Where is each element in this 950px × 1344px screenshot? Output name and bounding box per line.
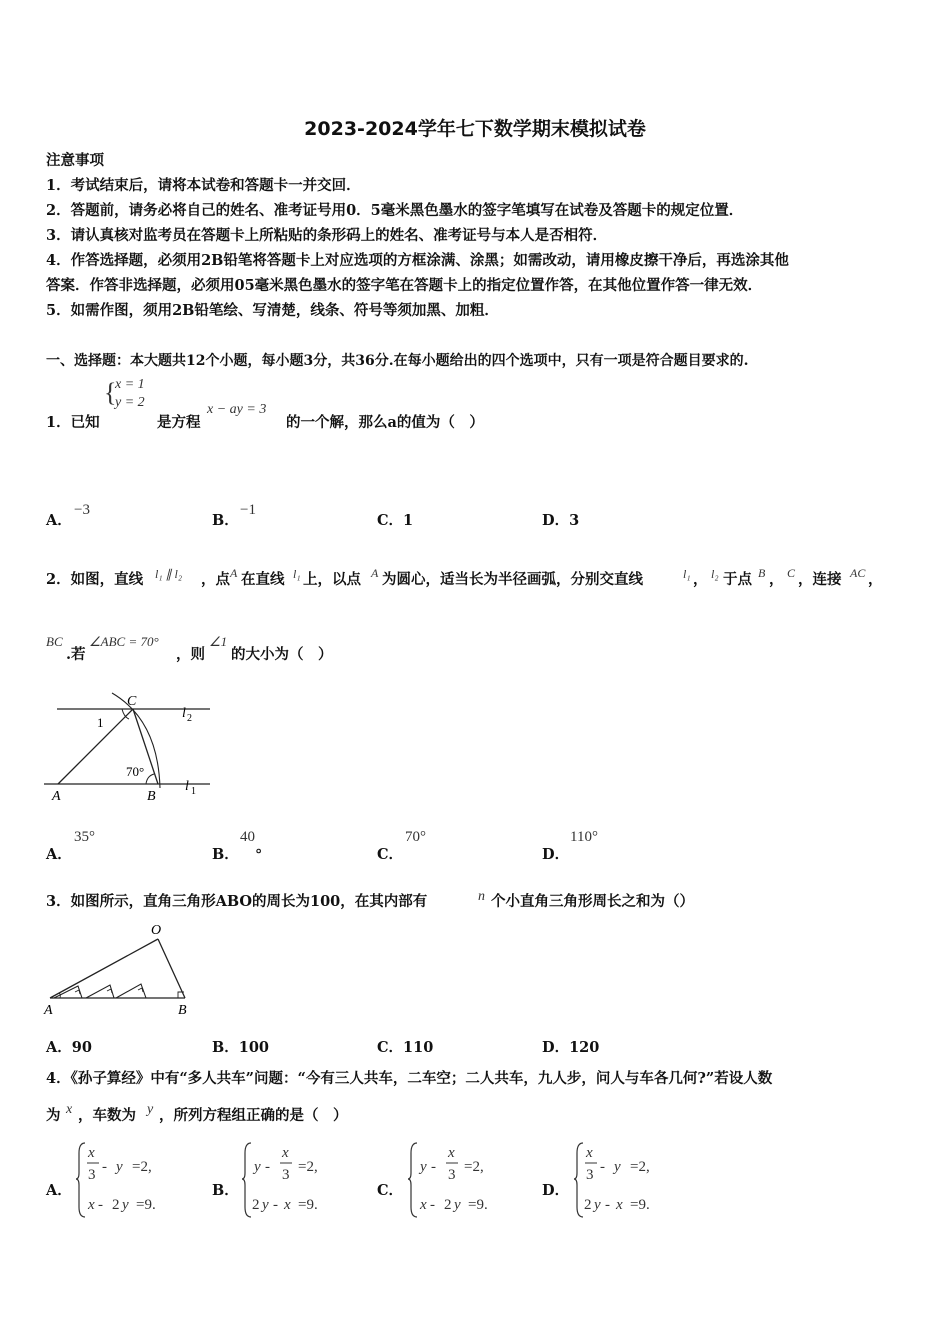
- q3-option-b: B．100: [212, 1039, 270, 1056]
- notice-heading: 注意事项: [46, 152, 104, 169]
- q3-figure: [40, 920, 200, 1020]
- q2-point-c: C: [787, 566, 796, 580]
- svg-text:2: 2: [252, 1197, 260, 1213]
- q2-fig-label-a: A: [52, 789, 61, 804]
- q3-fig-side-ob: [158, 939, 185, 998]
- q2-text-5: 为圆心，适当长为半径画弧，分别交直线: [382, 571, 643, 588]
- q2-segment-ac: AC: [850, 566, 866, 580]
- q4-option-a-system: [76, 1141, 186, 1219]
- q4-option-a: A．: [46, 1182, 72, 1199]
- svg-text:x: x: [616, 1197, 623, 1213]
- q2-option-d-value: 110°: [570, 829, 598, 845]
- q2-option-a: A．: [46, 846, 72, 863]
- svg-text:-: -: [430, 1197, 435, 1213]
- q4-var-x: x: [66, 1102, 73, 1117]
- q3-option-d: D．120: [542, 1039, 600, 1056]
- q2-text-7: 于点: [723, 571, 752, 588]
- q3-n: n: [478, 889, 485, 904]
- notice-item: 4．作答选择题，必须用2B铅笔将答题卡上对应选项的方框涂满、涂黑；如需改动，请用橡皮擦干净后，再选涂其他: [46, 252, 789, 269]
- q2-fig-label-1: 1: [97, 715, 104, 730]
- svg-text:3: 3: [88, 1167, 96, 1183]
- q3-option-c: C．110: [377, 1039, 434, 1056]
- svg-text:3: 3: [282, 1167, 290, 1183]
- q1-option-d: D．3: [542, 512, 580, 529]
- q3-fig-small-triangles: [54, 984, 146, 998]
- q2-option-b-value: 40: [240, 829, 255, 845]
- notice-item: 答案．作答非选择题，必须用05毫米黑色墨水的签字笔在答题卡上的指定位置作答，在其他位置作答一律无效．: [46, 277, 763, 294]
- q2-text-1: 2．如图，直线: [46, 571, 144, 588]
- q1-option-b: B．: [212, 512, 239, 529]
- q2-fig-label-c: C: [127, 694, 137, 709]
- q2-point-a: A: [230, 566, 238, 580]
- q2-option-b-suffix: 。: [256, 839, 271, 856]
- svg-text:3: 3: [586, 1167, 594, 1183]
- q2-text-3: 在直线: [241, 571, 285, 588]
- svg-text:y: y: [122, 1197, 129, 1213]
- q2-option-c-value: 70°: [405, 829, 426, 845]
- q1-sys-line2: y = 2: [115, 395, 145, 410]
- svg-text:=9.: =9.: [468, 1197, 488, 1213]
- q4-option-b-system: [242, 1141, 352, 1219]
- q2-line-l2: l₂: [711, 567, 719, 581]
- q3-text-1: 3．如图所示，直角三角形ABO的周长为100，在其内部有: [46, 893, 428, 910]
- svg-text:=2,: =2,: [132, 1159, 152, 1175]
- q2-point-b: B: [758, 566, 766, 580]
- notice-item: 1．考试结束后，请将本试卷和答题卡一并交回．: [46, 177, 361, 194]
- q2-text-4: 上，以点: [303, 571, 361, 588]
- svg-text:-: -: [605, 1197, 610, 1213]
- q2-text-9: .若: [66, 646, 86, 663]
- q2-comma: ，: [769, 571, 784, 588]
- q2-fig-label-l2-sub: 2: [187, 713, 192, 724]
- svg-text:=9.: =9.: [298, 1197, 318, 1213]
- q3-fig-label-o: O: [151, 923, 162, 938]
- svg-text:=9.: =9.: [630, 1197, 650, 1213]
- q2-text-2: ，点: [201, 571, 230, 588]
- svg-text:x: x: [586, 1145, 593, 1161]
- q2-fig-segment-ac: [58, 709, 133, 784]
- q4-option-d-system: [574, 1141, 684, 1219]
- q1-text-2: 是方程: [157, 414, 201, 431]
- q3-option-a: A．90: [46, 1039, 92, 1056]
- q2-text-8: ，连接: [798, 571, 842, 588]
- q2-comma: ，: [868, 571, 883, 588]
- svg-text:x: x: [448, 1145, 455, 1161]
- svg-text:x: x: [420, 1197, 427, 1213]
- svg-text:-: -: [102, 1159, 107, 1175]
- q3-fig-label-b: B: [178, 1003, 187, 1018]
- svg-text:-: -: [273, 1197, 278, 1213]
- page-title: 2023-2024学年七下数学期末模拟试卷: [304, 118, 646, 140]
- svg-text:3: 3: [448, 1167, 456, 1183]
- q4-option-c: C．: [377, 1182, 404, 1199]
- q4-option-c-system: [408, 1141, 518, 1219]
- svg-text:x: x: [88, 1197, 95, 1213]
- q4-text-1: 为: [46, 1107, 61, 1124]
- q2-text-11: 的大小为（ ）: [231, 646, 333, 663]
- q2-segment-bc: BC: [46, 634, 63, 649]
- svg-text:y: y: [420, 1159, 427, 1175]
- q2-fig-angle70-arc: [146, 774, 154, 784]
- svg-text:x: x: [282, 1145, 289, 1161]
- q2-fig-label-l1-sub: 1: [191, 786, 196, 797]
- svg-text:y: y: [454, 1197, 461, 1213]
- q2-angle-abc: ∠ABC = 70°: [89, 634, 159, 649]
- svg-text:2: 2: [444, 1197, 452, 1213]
- q3-fig-label-a: A: [44, 1003, 53, 1018]
- q4-text-line1: 4．《孙子算经》中有“多人共车”问题：“今有三人共车，二车空；二人共车，九人步，问人与车各几何?”若设人数: [46, 1070, 773, 1087]
- svg-text:=2,: =2,: [630, 1159, 650, 1175]
- svg-text:y: y: [254, 1159, 261, 1175]
- svg-text:=2,: =2,: [464, 1159, 484, 1175]
- q2-fig-label-l1: l: [185, 779, 189, 794]
- q2-option-a-value: 35°: [74, 829, 95, 845]
- svg-text:y: y: [614, 1159, 621, 1175]
- q1-sys-line1: x = 1: [115, 377, 145, 392]
- q3-text-2: 个小直角三角形周长之和为（）: [491, 893, 694, 910]
- q4-text-3: ，所列方程组正确的是（ ）: [159, 1107, 348, 1124]
- q2-fig-label-l2: l: [182, 706, 186, 721]
- svg-text:=2,: =2,: [298, 1159, 318, 1175]
- q2-parallel: l₁ ∥ l₂: [155, 567, 183, 581]
- q1-equation: x − ay = 3: [207, 402, 267, 417]
- q2-figure: [40, 690, 210, 805]
- svg-text:-: -: [431, 1159, 436, 1175]
- notice-item: 5．如需作图，须用2B铅笔绘、写清楚，线条、符号等须加黑、加粗．: [46, 302, 499, 319]
- q4-var-y: y: [147, 1102, 154, 1117]
- svg-text:-: -: [600, 1159, 605, 1175]
- q2-line-l1: l₁: [293, 567, 301, 581]
- q1-text-1: 1．已知: [46, 414, 100, 431]
- svg-text:x: x: [88, 1145, 95, 1161]
- q2-fig-label-b: B: [147, 789, 156, 804]
- section-heading: 一、选择题：本大题共12个小题，每小题3分，共36分.在每小题给出的四个选项中，只有一项是符合题目要求的.: [46, 353, 749, 369]
- q1-option-b-value: −1: [240, 502, 256, 518]
- svg-text:2: 2: [584, 1197, 592, 1213]
- q1-option-c: C．1: [377, 512, 414, 529]
- svg-text:x: x: [284, 1197, 291, 1213]
- q1-text-3: 的一个解，那么a的值为（ ）: [286, 414, 484, 431]
- q1-option-a-value: −3: [74, 502, 90, 518]
- q2-angle-1: ∠1: [209, 634, 228, 649]
- svg-text:-: -: [98, 1197, 103, 1213]
- svg-text:=9.: =9.: [136, 1197, 156, 1213]
- q2-option-d: D．: [542, 846, 570, 863]
- svg-text:y: y: [594, 1197, 601, 1213]
- q4-text-2: ，车数为: [78, 1107, 136, 1124]
- q2-text-10: ，则: [176, 646, 205, 663]
- svg-text:y: y: [262, 1197, 269, 1213]
- q1-option-a: A．: [46, 512, 72, 529]
- q2-option-c: C．: [377, 846, 404, 863]
- q3-fig-side-ao: [50, 939, 158, 998]
- notice-item: 3．请认真核对监考员在答题卡上所粘贴的条形码上的姓名、准考证号与本人是否相符．: [46, 227, 608, 244]
- svg-text:-: -: [265, 1159, 270, 1175]
- q4-option-d: D．: [542, 1182, 570, 1199]
- notice-item: 2．答题前，请务必将自己的姓名、准考证号用0．5毫米黑色墨水的签字笔填写在试卷及答题卡的规定位置．: [46, 202, 744, 219]
- q2-text-6: ，: [693, 571, 708, 588]
- q2-point-a: A: [371, 566, 379, 580]
- q4-option-b: B．: [212, 1182, 239, 1199]
- svg-text:y: y: [116, 1159, 123, 1175]
- q2-option-b: B．: [212, 846, 239, 863]
- q2-line-l1: l₁: [683, 567, 691, 581]
- q2-fig-label-70: 70°: [126, 764, 145, 779]
- svg-text:2: 2: [112, 1197, 120, 1213]
